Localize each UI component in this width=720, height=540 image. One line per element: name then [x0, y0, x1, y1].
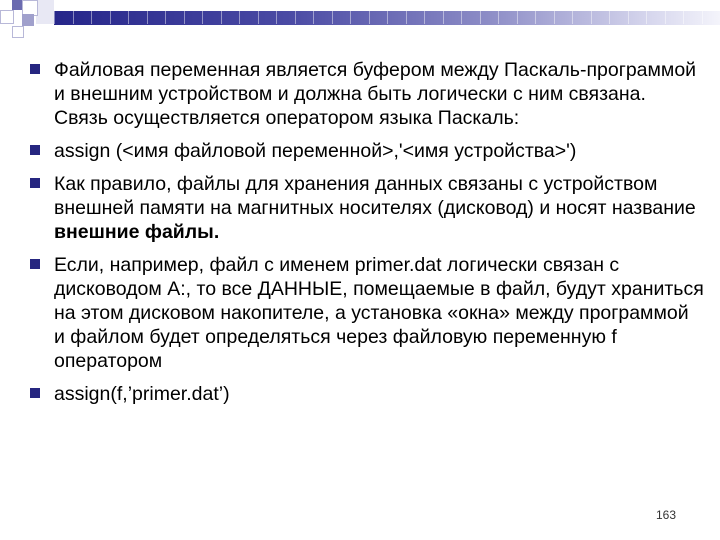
stripe-divider: [646, 0, 647, 24]
square-bullet-icon: [30, 388, 40, 398]
stripe-divider: [73, 0, 74, 24]
square-bullet-icon: [30, 145, 40, 155]
stripe-divider: [443, 0, 444, 24]
list-item: [28, 58, 704, 130]
page-number: 163: [655, 508, 676, 522]
stripe-divider: [406, 0, 407, 24]
stripe-divider: [424, 0, 425, 24]
stripe-divider: [276, 0, 277, 24]
decor-square: [0, 10, 14, 24]
stripe-divider: [202, 0, 203, 24]
bullet-text: Файловая переменная является буфером между Паскаль-программой и внешним устройством и должна быть логически с ним связана. Связь осуществляется оператором языка Паскаль:: [54, 59, 697, 129]
stripe-divider: [295, 0, 296, 24]
stripe-divider: [480, 0, 481, 24]
stripe-divider: [387, 0, 388, 24]
stripe-divider: [628, 0, 629, 24]
list-item: [28, 253, 704, 373]
stripe-divider: [184, 0, 185, 24]
stripe-divider: [461, 0, 462, 24]
bullet-list: [28, 58, 704, 415]
bullet-text: assign (<имя файловой переменной>,'<имя устройства>'): [54, 140, 577, 162]
stripe-divider: [591, 0, 592, 24]
stripe-divider: [535, 0, 536, 24]
bullet-text: assign(f,’primer.dat’): [54, 383, 230, 405]
decor-square: [36, 0, 54, 24]
stripe-divider: [369, 0, 370, 24]
stripe-divider: [498, 0, 499, 24]
stripe-divider: [554, 0, 555, 24]
stripe-divider: [350, 0, 351, 24]
stripe-divider: [683, 0, 684, 24]
header-stripe-grid: [54, 0, 720, 24]
list-item: [28, 172, 704, 244]
stripe-divider: [128, 0, 129, 24]
stripe-divider: [313, 0, 314, 24]
square-bullet-icon: [30, 259, 40, 269]
stripe-divider: [572, 0, 573, 24]
list-item: [28, 382, 704, 406]
bullet-text: Как правило, файлы для хранения данных связаны с устройством внешней памяти на магнитных носителях (дисковод) и носят название: [54, 173, 696, 219]
stripe-divider: [332, 0, 333, 24]
square-bullet-icon: [30, 178, 40, 188]
stripe-divider: [221, 0, 222, 24]
stripe-divider: [91, 0, 92, 24]
stripe-divider: [665, 0, 666, 24]
stripe-divider: [609, 0, 610, 24]
stripe-divider: [147, 0, 148, 24]
stripe-divider: [165, 0, 166, 24]
stripe-divider: [702, 0, 703, 24]
stripe-divider: [54, 0, 55, 24]
bullet-bold-term: внешние файлы.: [54, 221, 220, 243]
bullet-text: Если, например, файл с именем primer.dat логически связан с дисководом А:, то все ДАННЫЕ, помещаемые в файл, будут храниться на этом дисковом накопителе, а установка «окна» между программой и файлом будет определяться через файловую переменную f оператором: [54, 254, 704, 372]
list-item: [28, 139, 704, 163]
decor-square: [12, 26, 24, 38]
stripe-divider: [239, 0, 240, 24]
decor-square: [22, 14, 34, 26]
stripe-divider: [110, 0, 111, 24]
stripe-divider: [517, 0, 518, 24]
stripe-divider: [258, 0, 259, 24]
square-bullet-icon: [30, 64, 40, 74]
decor-square: [12, 0, 22, 10]
